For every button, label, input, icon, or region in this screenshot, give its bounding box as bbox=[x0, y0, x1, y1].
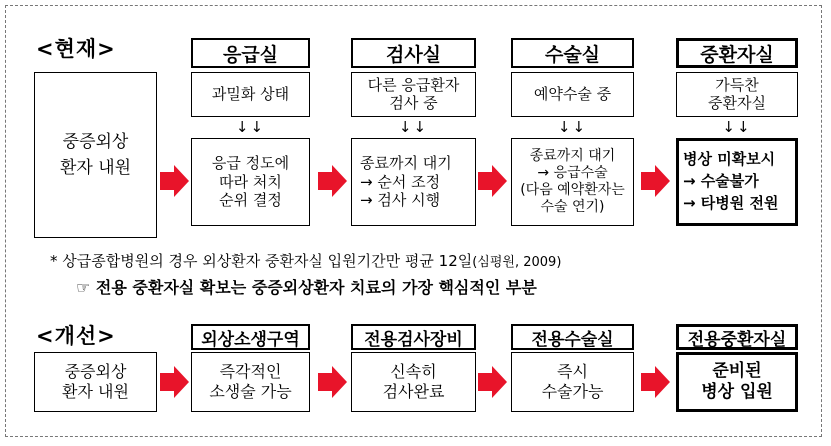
or-down-arrows: ↓↓ bbox=[557, 118, 588, 136]
exam-outcome-line-3: → 검사 시행 bbox=[360, 191, 441, 210]
key-point bbox=[76, 275, 537, 298]
pointing-hand-icon: ☞ bbox=[76, 278, 91, 297]
or-outcome-line-3: (다음 예약환자는 bbox=[520, 182, 625, 198]
icu-down-arrows: ↓↓ bbox=[722, 118, 752, 136]
resus-line-1: 즉각적인 bbox=[219, 362, 282, 381]
exam-room-outcome-box bbox=[351, 138, 476, 226]
icu-condition-line-1: 가득찬 bbox=[715, 76, 759, 95]
statistics-note bbox=[50, 250, 561, 271]
or-outcome-line-4: 수술 연기) bbox=[540, 198, 605, 215]
icu-ready-line-1: 준비된 bbox=[712, 360, 762, 381]
or-fast-line-1: 즉시 bbox=[557, 362, 588, 381]
resus-line-2: 소생술 가능 bbox=[209, 382, 292, 401]
or-outcome-line-1: 종료까지 대기 bbox=[529, 148, 616, 165]
exam-condition-line-1: 다른 응급환자 bbox=[367, 76, 460, 95]
exam-down-arrows: ↓↓ bbox=[398, 118, 429, 136]
icu-outcome-line-2: → 수술불가 bbox=[683, 172, 759, 191]
current-section-label: <현재> bbox=[36, 37, 116, 61]
er-condition-box bbox=[191, 72, 310, 117]
icu-outcome-line-1: 병상 미확보시 bbox=[683, 150, 776, 169]
trauma-resus-header: 외상소생구역 bbox=[191, 324, 310, 350]
flow-arrow-icon bbox=[160, 366, 190, 398]
icu-condition-line-2: 중환자실 bbox=[708, 93, 766, 112]
flow-arrow-icon bbox=[318, 165, 348, 197]
er-outcome-line-2: 따라 처치 bbox=[219, 172, 282, 191]
er-outcome-box bbox=[191, 138, 310, 226]
exam-room-condition-box bbox=[351, 72, 476, 117]
flow-arrow-icon bbox=[160, 165, 190, 197]
dedicated-icu-header: 전용중환자실 bbox=[676, 324, 798, 350]
note-bullet: * bbox=[50, 252, 58, 270]
note-text: 상급종합병원의 경우 외상환자 중환자실 입원기간만 평균 12일 bbox=[62, 252, 473, 270]
er-outcome-line-3: 순위 결정 bbox=[219, 191, 282, 210]
exam-fast-line-2: 검사완료 bbox=[382, 382, 445, 401]
improved-origin-box bbox=[34, 352, 157, 412]
flow-arrow-icon bbox=[641, 165, 671, 197]
current-origin-box bbox=[34, 72, 157, 238]
flow-arrow-icon bbox=[478, 366, 508, 398]
dedicated-or-box bbox=[511, 352, 634, 412]
improved-section-label: <개선> bbox=[36, 324, 116, 348]
or-fast-line-2: 수술가능 bbox=[541, 382, 604, 401]
improved-origin-line-1: 중증외상 bbox=[64, 362, 127, 381]
or-header: 수술실 bbox=[511, 38, 634, 68]
icu-outcome-line-3: → 타병원 전원 bbox=[683, 193, 779, 212]
icu-header: 중환자실 bbox=[676, 38, 798, 68]
trauma-resus-box bbox=[191, 352, 310, 412]
exam-outcome-line-2: → 순서 조정 bbox=[360, 172, 441, 191]
flow-arrow-icon bbox=[478, 165, 508, 197]
icu-outcome-box bbox=[676, 138, 798, 226]
dedicated-icu-box bbox=[676, 352, 798, 412]
er-header: 응급실 bbox=[191, 38, 310, 68]
improved-origin-line-2: 환자 내원 bbox=[62, 382, 129, 401]
icu-condition-box bbox=[676, 72, 798, 117]
or-condition-box bbox=[511, 72, 634, 117]
dedicated-exam-header: 전용검사장비 bbox=[351, 324, 476, 350]
dedicated-or-header: 전용수술실 bbox=[511, 324, 634, 350]
er-outcome-line-1: 응급 정도에 bbox=[211, 153, 290, 172]
exam-condition-line-2: 검사 중 bbox=[389, 93, 438, 112]
exam-fast-line-1: 신속히 bbox=[390, 362, 437, 381]
exam-room-header: 검사실 bbox=[351, 38, 476, 68]
er-down-arrows: ↓↓ bbox=[235, 118, 266, 136]
or-outcome-line-2: → 응급수술 bbox=[537, 165, 608, 182]
or-outcome-box bbox=[511, 138, 634, 226]
dedicated-exam-box bbox=[351, 352, 476, 412]
exam-outcome-line-1: 종료까지 대기 bbox=[360, 153, 452, 172]
or-condition-line-1: 예약수술 중 bbox=[533, 85, 612, 104]
origin-line-2: 환자 내원 bbox=[59, 158, 132, 178]
note-source: (심평원, 2009) bbox=[472, 255, 562, 270]
key-point-text: 전용 중환자실 확보는 중증외상환자 치료의 가장 핵심적인 부분 bbox=[95, 278, 537, 297]
flow-arrow-icon bbox=[318, 366, 348, 398]
origin-line-1: 중증외상 bbox=[62, 131, 129, 152]
icu-ready-line-2: 병상 입원 bbox=[701, 382, 773, 402]
er-condition-line-1: 과밀화 상태 bbox=[211, 85, 290, 104]
flow-arrow-icon bbox=[641, 366, 671, 398]
